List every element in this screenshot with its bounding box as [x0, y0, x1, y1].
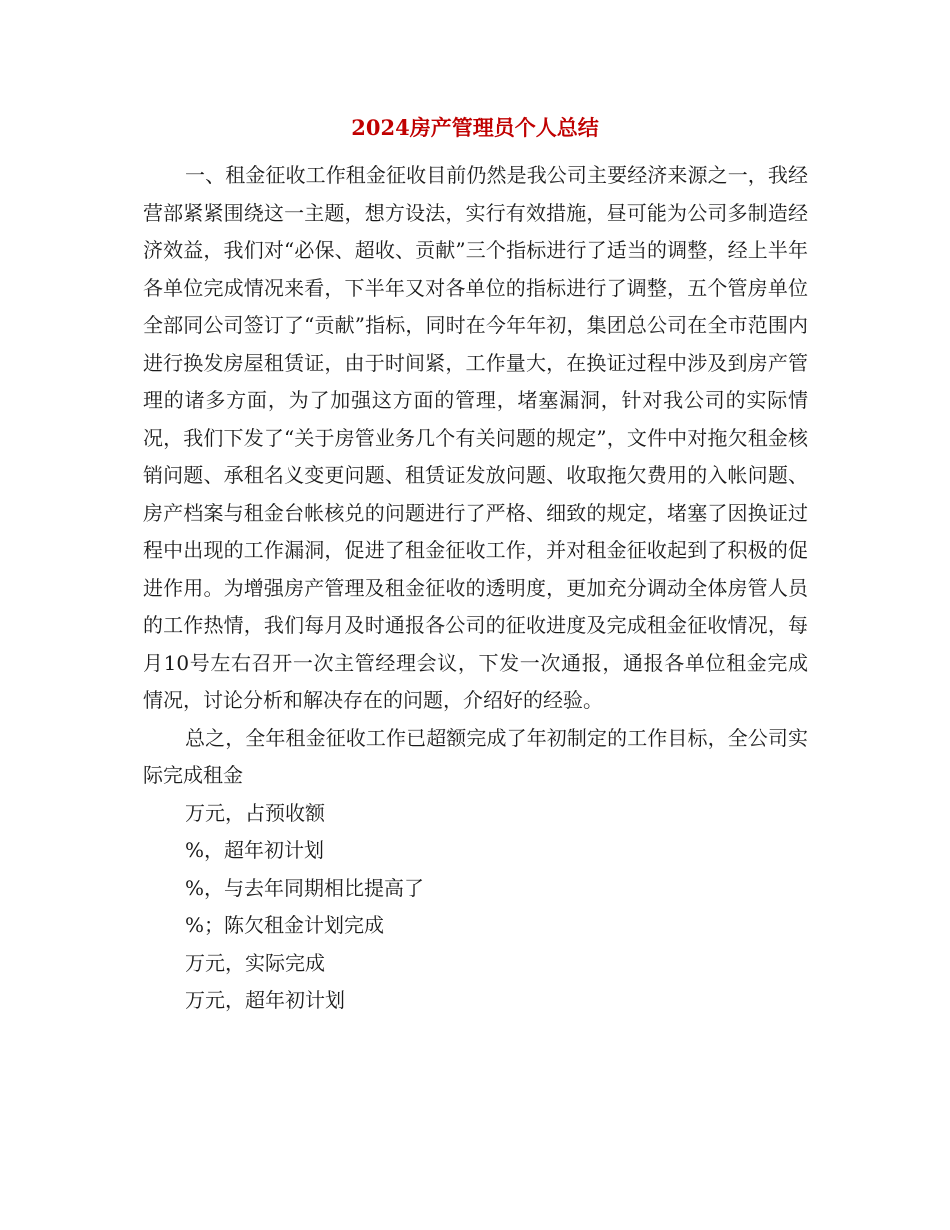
paragraph-summary: 总之，全年租金征收工作已超额完成了年初制定的工作目标，全公司实际完成租金: [143, 725, 808, 787]
summary-line: 万元，占预收额: [185, 800, 325, 825]
document-body: [143, 157, 808, 1020]
summary-line: 万元，超年初计划: [185, 988, 345, 1012]
document-title: 2024房产管理员个人总结: [351, 115, 599, 140]
summary-line: 万元，实际完成: [185, 950, 325, 975]
summary-line: %，超年初计划: [185, 838, 325, 862]
paragraph-rent-collection: 一、租金征收工作租金征收目前仍然是我公司主要经济来源之一，我经营部紧紧围绕这一主题，想方设法，实行有效措施，昼可能为公司多制造经济效益，我们对“必保、超收、贡献”三个指标进行了适当的调整，经上半年各单位完成情况来看，下半年又对各单位的指标进行了调整，五个管房单位全部同公司签订了“贡献”指标，同时在今年年初，集团总公司在全市范围内进行换发房屋租赁证，由于时间紧，工作量大，在换证过程中涉及到房产管理的诸多方面，为了加强这方面的管理，堵塞漏洞，针对我公司的实际情况，我们下发了“关于房管业务几个有关问题的规定”，文件中对拖欠租金核销问题、承租名义变更问题、租赁证发放问题、收取拖欠费用的入帐问题、房产档案与租金台帐核兑的问题进行了严格、细致的规定，堵塞了因换证过程中出现的工作漏洞，促进了租金征收工作，并对租金征收起到了积极的促进作用。为增强房产管理及租金征收的透明度，更加充分调动全体房管人员的工作热情，我们每月及时通报各公司的征收进度及完成租金征收情况，每月10号左右召开一次主管经理会议，下发一次通报，通报各单位租金完成情况，讨论分析和解决存在的问题，介绍好的经验。: [143, 163, 808, 712]
summary-line: %；陈欠租金计划完成: [185, 913, 385, 937]
summary-line: %，与去年同期相比提高了: [185, 875, 425, 900]
